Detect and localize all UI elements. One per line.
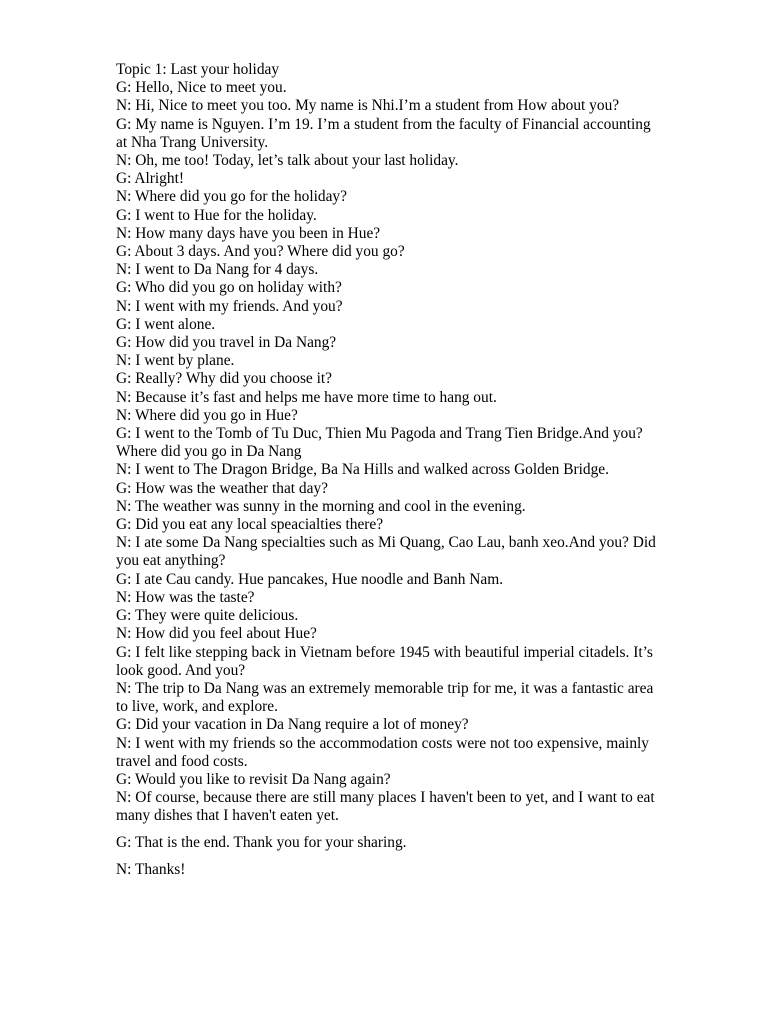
dialogue-line: G: Would you like to revisit Da Nang again? xyxy=(116,770,391,788)
closing-line: G: That is the end. Thank you for your sharing. xyxy=(116,834,407,852)
dialogue-line: N: Because it’s fast and helps me have more time to hang out. xyxy=(116,388,497,406)
dialogue-line: G: I went alone. xyxy=(116,315,216,333)
dialogue-line: G: Alright! xyxy=(116,170,184,188)
dialogue-line: G: I went to the Tomb of Tu Duc, Thien Mu Pagoda and Trang Tien Bridge.And you? Where did you go in Da Nang xyxy=(116,425,643,461)
dialogue-line: N: How many days have you been in Hue? xyxy=(116,224,381,242)
dialogue-line: N: I went to The Dragon Bridge, Ba Na Hills and walked across Golden Bridge. xyxy=(116,461,609,479)
document-title: Topic 1: Last your holiday xyxy=(116,61,280,78)
dialogue-line: G: About 3 days. And you? Where did you go? xyxy=(116,243,405,261)
document-page xyxy=(116,61,664,888)
dialogue-line: N: I ate some Da Nang specialties such as Mi Quang, Cao Lau, banh xeo.And you? Did you eat anything? xyxy=(116,534,656,570)
dialogue-line: G: My name is Nguyen. I’m 19. I’m a student from the faculty of Financial accounting at Nha Trang University. xyxy=(116,115,651,151)
dialogue-line: N: I went by plane. xyxy=(116,352,235,370)
dialogue-line: G: Who did you go on holiday with? xyxy=(116,279,342,297)
dialogue-line: N: Where did you go in Hue? xyxy=(116,406,298,424)
dialogue-line: G: They were quite delicious. xyxy=(116,607,299,625)
dialogue-line: N: How was the taste? xyxy=(116,588,255,606)
dialogue-line: N: I went with my friends so the accommodation costs were not too expensive, mainly travel and food costs. xyxy=(116,734,649,770)
dialogue-line: G: Hello, Nice to meet you. xyxy=(116,79,287,97)
dialogue-line: G: Really? Why did you choose it? xyxy=(116,370,332,388)
dialogue-line: G: Did your vacation in Da Nang require a lot of money? xyxy=(116,716,469,734)
dialogue-line: N: I went with my friends. And you? xyxy=(116,297,343,315)
dialogue-line: G: Did you eat any local speacialties there? xyxy=(116,516,384,534)
dialogue-line: G: I went to Hue for the holiday. xyxy=(116,206,317,224)
dialogue-line: N: Oh, me too! Today, let’s talk about your last holiday. xyxy=(116,152,459,170)
dialogue-line: G: I felt like stepping back in Vietnam before 1945 with beautiful imperial citadels. It’s look good. And you? xyxy=(116,643,653,679)
dialogue-line: N: I went to Da Nang for 4 days. xyxy=(116,261,319,279)
closing-line: N: Thanks! xyxy=(116,860,186,878)
dialogue-line: N: The trip to Da Nang was an extremely memorable trip for me, it was a fantastic area to live, work, and explore. xyxy=(116,679,654,716)
dialogue-line: G: How was the weather that day? xyxy=(116,479,328,497)
dialogue-line: N: Hi, Nice to meet you too. My name is Nhi.I’m a student from How about you? xyxy=(116,97,620,115)
closing-line: N: Of course, because there are still many places I haven't been to yet, and I want to eat many dishes that I haven't eaten yet. xyxy=(116,789,655,825)
dialogue-line: N: How did you feel about Hue? xyxy=(116,625,317,643)
dialogue-line: G: How did you travel in Da Nang? xyxy=(116,334,337,352)
dialogue-line: G: I ate Cau candy. Hue pancakes, Hue noodle and Banh Nam. xyxy=(116,570,504,588)
dialogue-line: N: The weather was sunny in the morning and cool in the evening. xyxy=(116,497,526,515)
dialogue-line: N: Where did you go for the holiday? xyxy=(116,188,347,206)
